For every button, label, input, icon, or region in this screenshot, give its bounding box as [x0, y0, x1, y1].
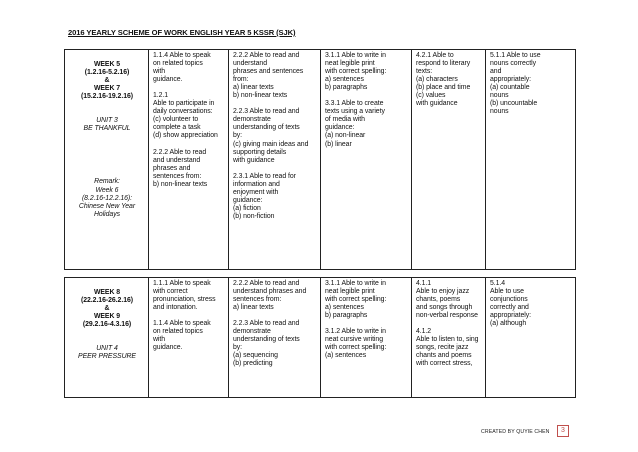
footer-credit: CREATED BY QUYIE CHEN [481, 429, 550, 435]
literature-cell: 4.1.1 Able to enjoy jazz chants, poems and songs through non-verbal response 4.1.2 Able to listen to, sing songs, recite jazz chants and poems with correct stress, [412, 278, 486, 398]
listening-speaking-cell: 1.1.1 Able to speak with correct pronunciation, stress and intonation. 1.1.4 Able to speak on related topics with guidance. [149, 278, 229, 398]
table-row [65, 278, 576, 398]
week-cell [65, 278, 149, 398]
week-dates: WEEK 8 (22.2.16-26.2.16) & WEEK 9 (29.2.16-4.3.16) [80, 289, 133, 329]
table-spacer-row [65, 270, 576, 278]
unit-title: UNIT 3 BE THANKFUL [83, 117, 131, 133]
reading-cell: 2.2.2 Able to read and understand phrases and sentences from: a) linear texts 2.2.3 Able to read and demonstrate understanding of texts by: (a) sequencing (b) predicting [229, 278, 321, 398]
unit-title: UNIT 4 PEER PRESSURE [78, 345, 136, 361]
week-dates: WEEK 5 (1.2.16-5.2.16) & WEEK 7 (15.2.16-19.2.16) [80, 61, 133, 101]
writing-cell: 3.1.1 Able to write in neat legible print with correct spelling: a) sentences b) paragraphs 3.1.2 Able to write in neat cursive writing with correct spelling: (a) sentences [321, 278, 412, 398]
document-title: 2016 YEARLY SCHEME OF WORK ENGLISH YEAR 5 KSSR (SJK) [68, 28, 296, 37]
remark-note: Remark: Week 6 (8.2.16-12.2.16): Chinese New Year Holidays [78, 178, 136, 218]
page-number: 3 [557, 425, 569, 437]
week-cell [65, 50, 149, 270]
writing-cell: 3.1.1 Able to write in neat legible print with correct spelling: a) sentences b) paragraphs 3.3.1 Able to create texts using a variety of media with guidance: (a) non-linear (b) linear [321, 50, 412, 270]
scheme-table [64, 49, 576, 398]
grammar-cell: 5.1.4 Able to use conjunctions correctly and appropriately: (a) although [486, 278, 576, 398]
listening-speaking-cell: 1.1.4 Able to speak on related topics with guidance. 1.2.1 Able to participate in daily conversations: (c) volunteer to complete a task (d) show appreciation 2.2.2 Able to read and understand phrases and sentences from: b) non-linear texts [149, 50, 229, 270]
reading-cell: 2.2.2 Able to read and understand phrases and sentences from: a) linear texts b) non-linear texts 2.2.3 Able to read and demonstrate understanding of texts by: (c) giving main ideas and supporting details with guidance 2.3.1 Able to read for information and enjoyment with guidance: (a) fiction (b) non-fiction [229, 50, 321, 270]
table-row [65, 50, 576, 270]
literature-cell: 4.2.1 Able to respond to literary texts: (a) characters (b) place and time (c) values with guidance [412, 50, 486, 270]
grammar-cell: 5.1.1 Able to use nouns correctly and appropriately: (a) countable nouns (b) uncountable nouns [486, 50, 576, 270]
